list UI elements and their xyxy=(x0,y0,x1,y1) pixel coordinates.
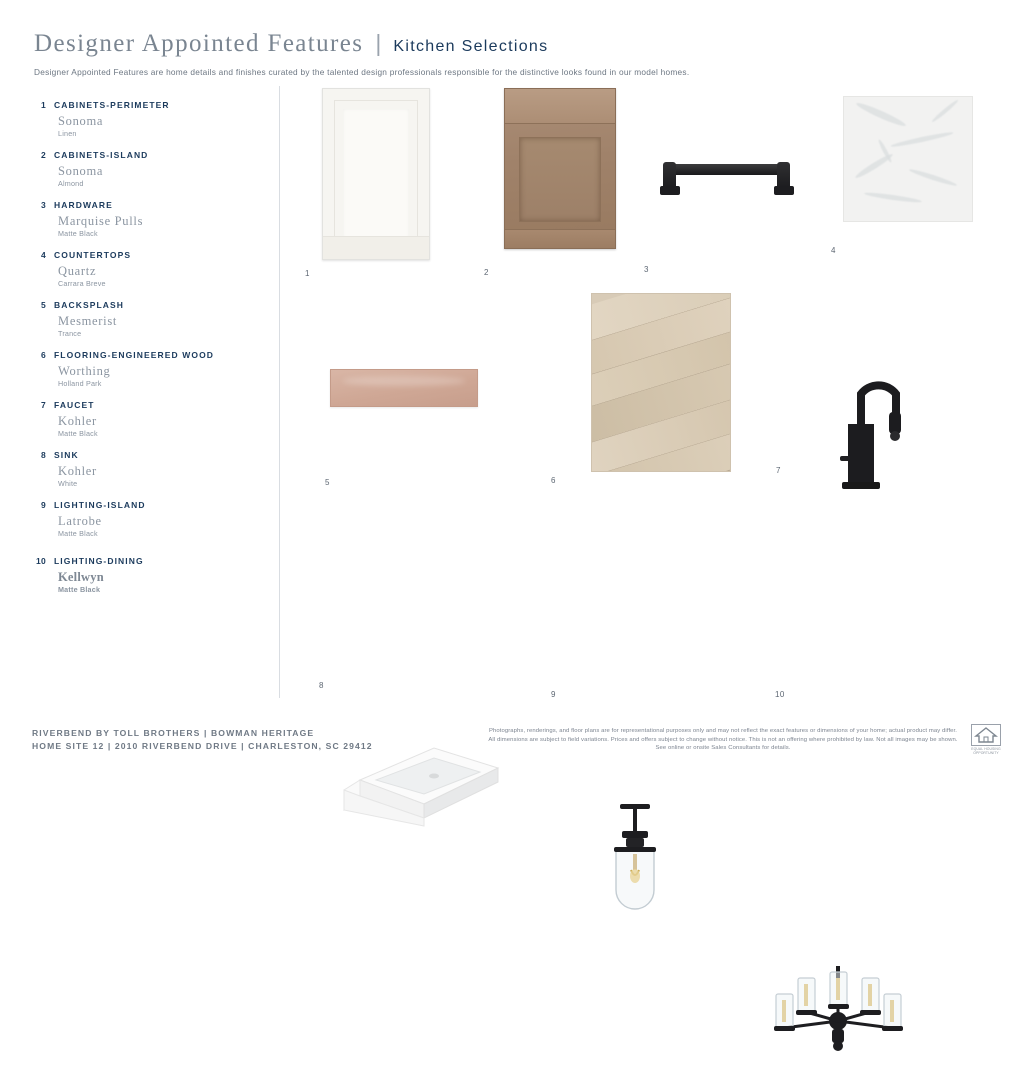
legend-category: LIGHTING-DINING xyxy=(54,556,144,566)
swatch-label-6: 6 xyxy=(551,476,556,485)
legend-number: 7 xyxy=(40,400,46,410)
legend-brand: Kohler xyxy=(58,414,97,428)
swatch-hardware xyxy=(655,150,805,200)
page-header xyxy=(34,30,984,77)
list-item xyxy=(30,556,270,594)
faucet-image xyxy=(822,360,910,492)
swatch-label-4: 4 xyxy=(831,246,836,255)
legend-number: 3 xyxy=(40,200,46,210)
swatch-flooring xyxy=(591,293,729,470)
legend-brand: Kellwyn xyxy=(58,570,104,584)
swatch-label-2: 2 xyxy=(484,268,489,277)
vertical-divider xyxy=(279,86,280,698)
legend-finish: Matte Black xyxy=(58,585,101,594)
selections-legend xyxy=(30,100,270,603)
swatch-lighting-dining xyxy=(758,966,922,1076)
pendant-light-image xyxy=(598,802,672,938)
legend-number: 4 xyxy=(40,250,46,260)
footer-line-1: RIVERBEND BY TOLL BROTHERS | BOWMAN HERITAGE xyxy=(32,728,315,738)
legend-brand: Kohler xyxy=(58,464,97,478)
bar-pull-image xyxy=(655,150,805,200)
equal-housing-logo xyxy=(966,724,1006,755)
legend-category: FAUCET xyxy=(54,400,95,410)
list-item xyxy=(30,400,270,438)
title-divider: | xyxy=(375,30,382,56)
swatch-label-7: 7 xyxy=(776,466,781,475)
swatch-faucet xyxy=(822,360,910,492)
list-item xyxy=(30,250,270,288)
footer-line-2: HOME SITE 12 | 2010 RIVERBEND DRIVE | CHARLESTON, SC 29412 xyxy=(32,741,373,751)
legend-finish: Matte Black xyxy=(58,429,98,438)
legend-brand: Worthing xyxy=(58,364,111,378)
legend-brand: Marquise Pulls xyxy=(58,214,144,228)
white-cabinet-door-image xyxy=(322,88,430,260)
legend-category: BACKSPLASH xyxy=(54,300,125,310)
legend-category: CABINETS-ISLAND xyxy=(54,150,149,160)
legend-finish: Carrara Breve xyxy=(58,279,106,288)
list-item xyxy=(30,100,270,138)
legend-brand: Quartz xyxy=(58,264,97,278)
footer-disclaimer: Photographs, renderings, and floor plans are for representational purposes only and may not reflect the exact features or dimensions of your home; actual product may differ. All dimensions are subject to field variations. Prices and offers subject to change without notice. This is not an offering where prohibited by law. Not all images may be shown. See online or onsite Sales Consultants for details. xyxy=(488,728,958,751)
legend-brand: Mesmerist xyxy=(58,314,118,328)
wood-flooring-image xyxy=(591,293,731,472)
legend-brand: Sonoma xyxy=(58,114,104,128)
page-description: Designer Appointed Features are home details and finishes curated by the talented design professionals responsible for the distinctive looks found in our model homes. xyxy=(34,67,690,77)
legend-category: FLOORING-ENGINEERED WOOD xyxy=(54,350,215,360)
legend-finish: Holland Park xyxy=(58,379,102,388)
legend-number: 2 xyxy=(40,150,46,160)
swatch-cabinets-perimeter xyxy=(322,88,430,260)
swatch-label-10: 10 xyxy=(775,690,785,699)
legend-category: HARDWARE xyxy=(54,200,113,210)
legend-finish: Matte Black xyxy=(58,529,98,538)
list-item xyxy=(30,300,270,338)
legend-finish: Almond xyxy=(58,179,84,188)
legend-number: 9 xyxy=(40,500,46,510)
page-title: Designer Appointed Features xyxy=(34,30,364,57)
equal-housing-text: EQUAL HOUSING OPPORTUNITY xyxy=(971,747,1001,755)
legend-finish: White xyxy=(58,479,78,488)
legend-finish: Linen xyxy=(58,129,77,138)
legend-brand: Latrobe xyxy=(58,514,102,528)
footer-community-info xyxy=(32,727,373,753)
list-item xyxy=(30,200,270,238)
title-row xyxy=(34,30,984,58)
legend-number: 1 xyxy=(40,100,46,110)
legend-finish: Trance xyxy=(58,329,82,338)
wood-cabinet-door-image xyxy=(504,88,616,249)
legend-number: 8 xyxy=(40,450,46,460)
list-item xyxy=(30,150,270,188)
swatch-lighting-island xyxy=(598,802,672,938)
legend-finish: Matte Black xyxy=(58,229,98,238)
chandelier-image xyxy=(758,966,922,1076)
swatch-label-8: 8 xyxy=(319,681,324,690)
swatch-label-1: 1 xyxy=(305,269,310,278)
legend-category: LIGHTING-ISLAND xyxy=(54,500,146,510)
legend-number: 6 xyxy=(40,350,46,360)
swatch-label-9: 9 xyxy=(551,690,556,699)
swatch-cabinets-island xyxy=(504,88,616,249)
legend-number: 5 xyxy=(40,300,46,310)
quartz-slab-image xyxy=(843,96,973,222)
swatch-backsplash xyxy=(330,369,476,405)
swatch-label-3: 3 xyxy=(644,265,649,274)
swatch-countertops xyxy=(843,96,971,220)
page-subtitle-heading: Kitchen Selections xyxy=(393,38,549,55)
legend-category: SINK xyxy=(54,450,79,460)
list-item xyxy=(30,450,270,488)
legend-category: COUNTERTOPS xyxy=(54,250,132,260)
backsplash-tile-image xyxy=(330,369,478,407)
legend-brand: Sonoma xyxy=(58,164,104,178)
swatch-label-5: 5 xyxy=(325,478,330,487)
house-icon xyxy=(971,724,1001,746)
legend-number: 10 xyxy=(35,556,46,566)
legend-category: CABINETS-PERIMETER xyxy=(54,100,170,110)
list-item xyxy=(30,350,270,388)
list-item xyxy=(30,500,270,538)
